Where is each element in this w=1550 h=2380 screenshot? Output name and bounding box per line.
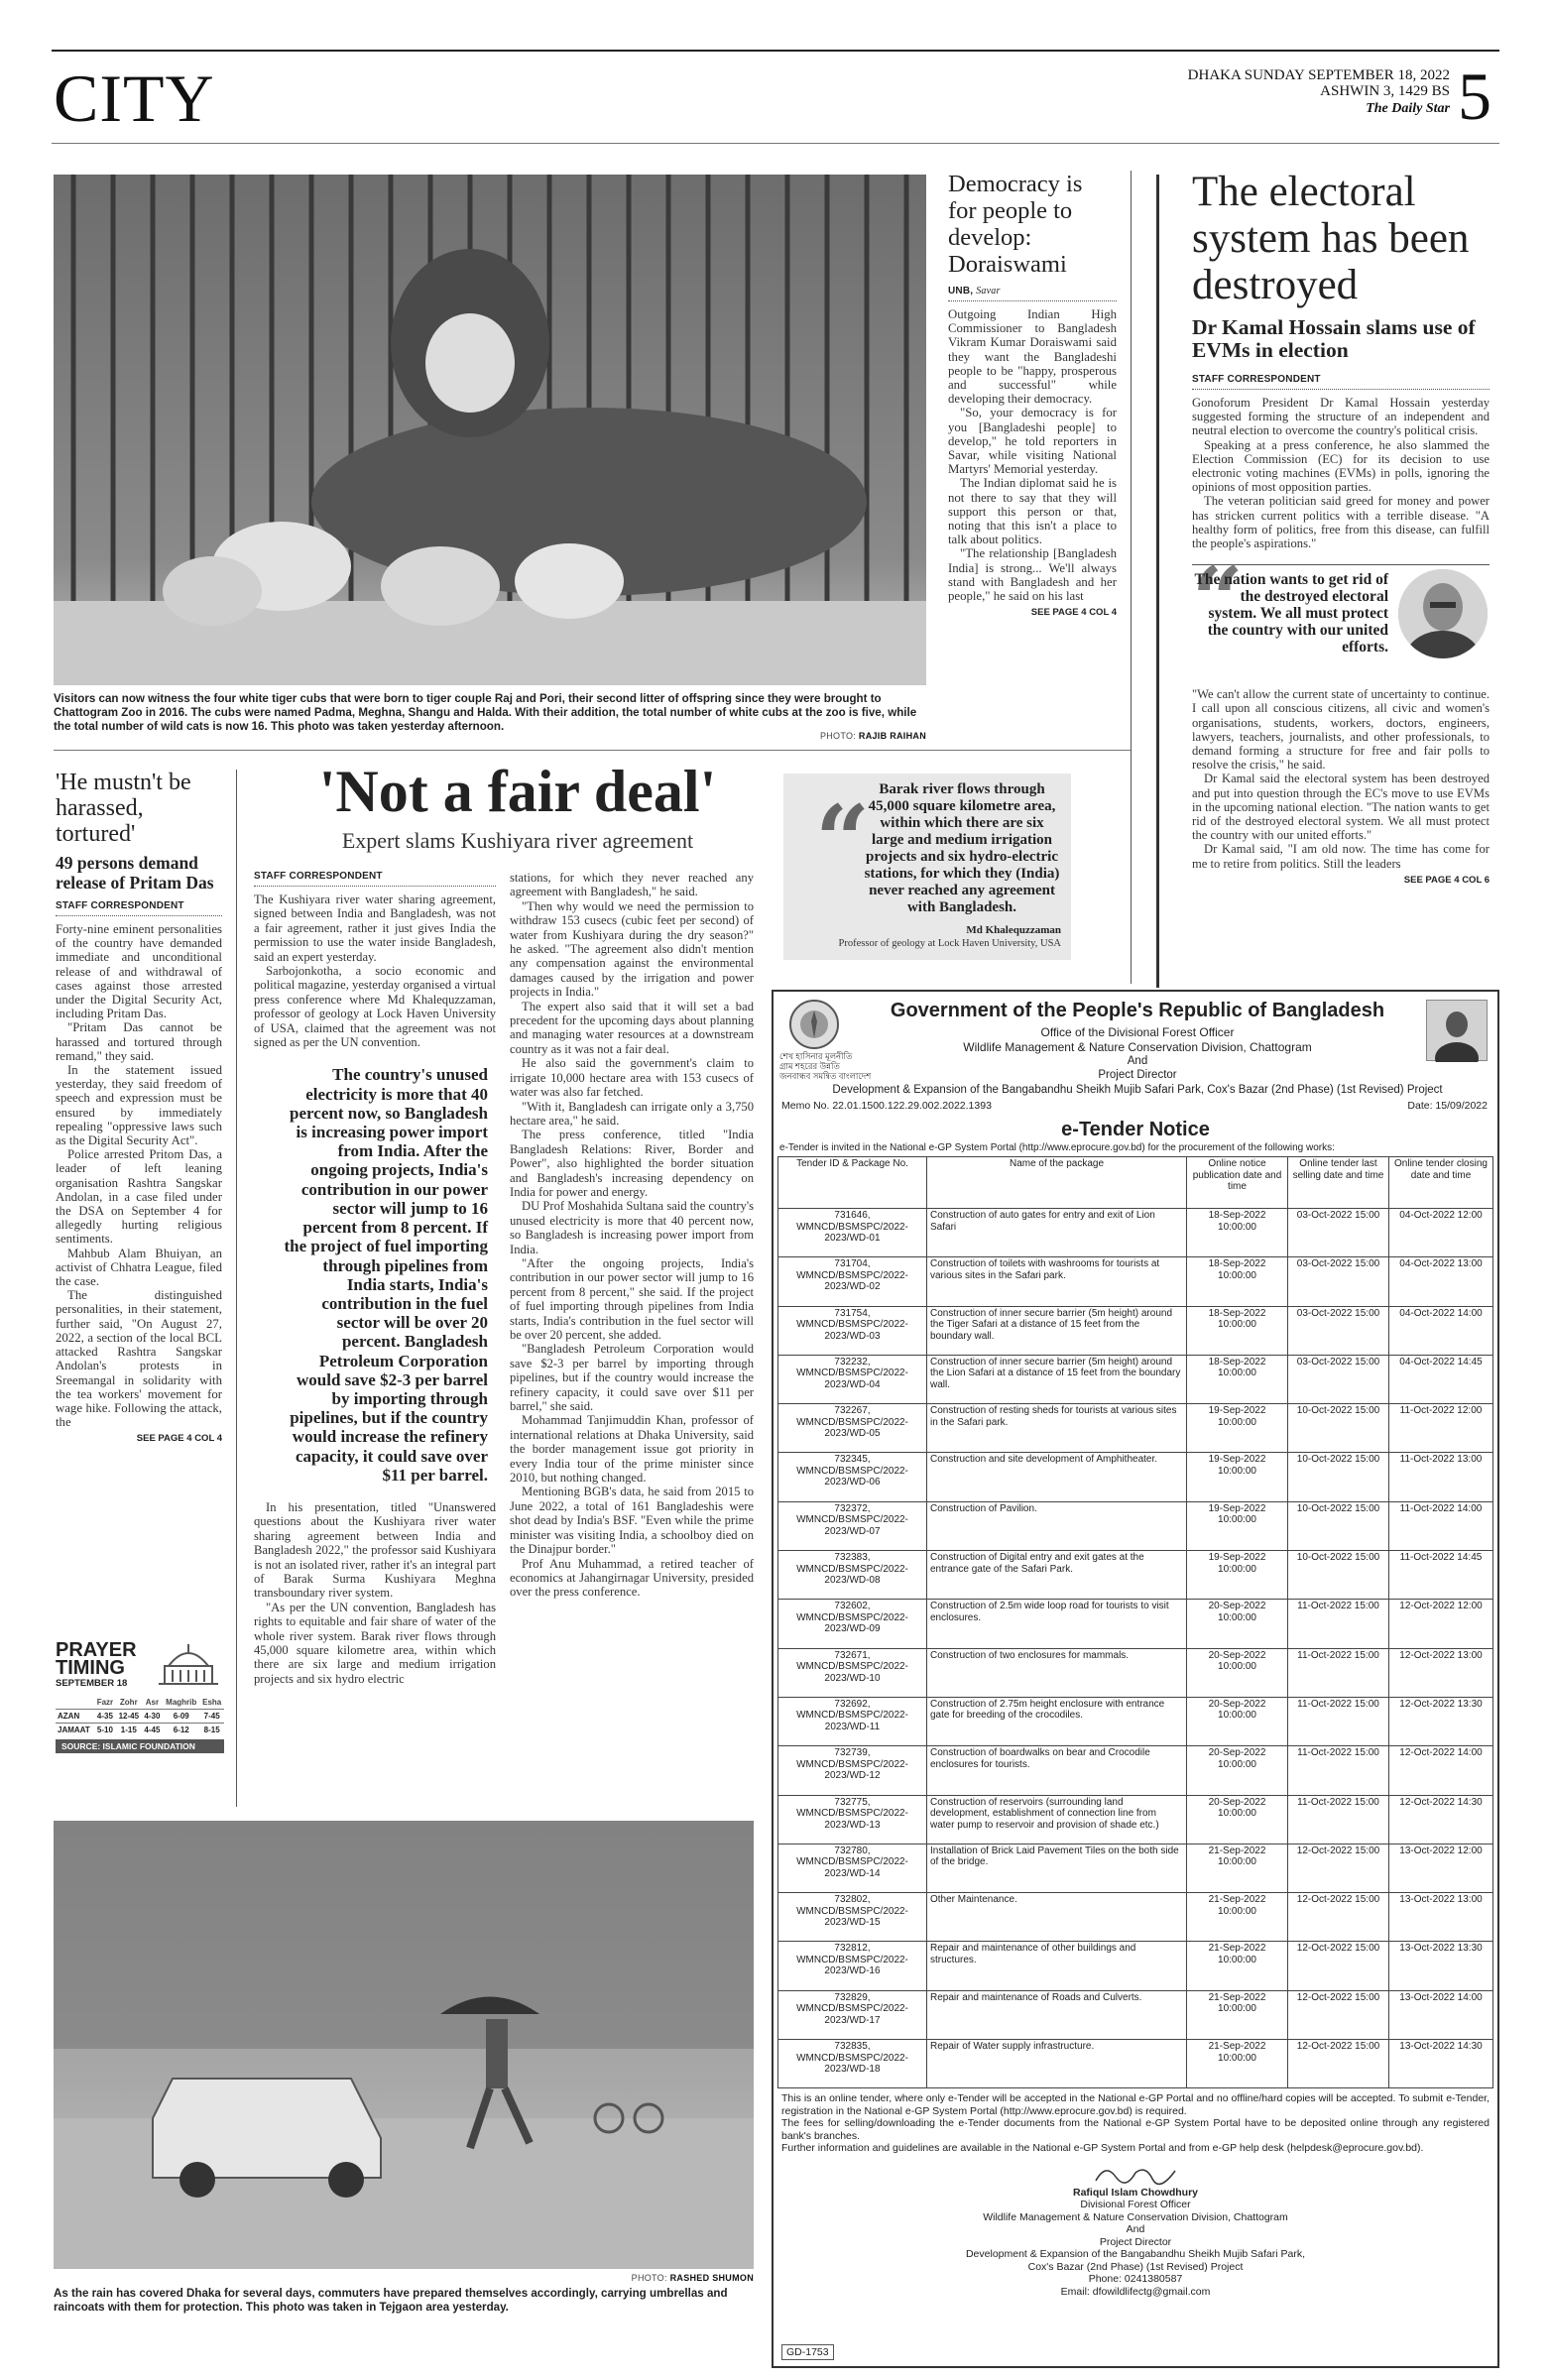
memo-number: Memo No. 22.01.1500.122.29.002.2022.1393 <box>781 1100 992 1112</box>
tiger-photo <box>54 175 926 685</box>
democracy-byline <box>948 286 1117 301</box>
paragraph: The Indian diplomat said he is not there to say that they will support this person or that, noting that this isn't a place to talk about politics. <box>948 476 1117 547</box>
selling-date-cell: 12-Oct-2022 15:00 <box>1288 1844 1389 1892</box>
package-name-cell: Repair of Water supply infrastructure. <box>927 2040 1187 2088</box>
prayer-title-2: TIMING <box>56 1657 125 1679</box>
selling-date-cell: 11-Oct-2022 15:00 <box>1288 1795 1389 1844</box>
tender-table <box>777 1156 1493 2088</box>
prayer-date: SEPTEMBER 18 <box>56 1678 128 1689</box>
closing-date-cell: 12-Oct-2022 14:00 <box>1389 1746 1493 1795</box>
prayer-cell: 6-09 <box>173 1712 189 1721</box>
kushiyara-subhead: Expert slams Kushiyara river agreement <box>341 828 694 853</box>
rain-photo-caption: As the rain has covered Dhaka for several days, commuters have prepared themselves accordingly, carrying umbrellas and raincoats with them for protection. This photo was taken in Tejgaon area yesterday. <box>54 2287 728 2314</box>
electoral-pull-quote: The nation wants to get rid of the destroyed electoral system. We all must protect the country with our united efforts. <box>1194 571 1388 656</box>
prayer-cell: Zohr <box>119 1698 138 1707</box>
selling-date-cell: 11-Oct-2022 15:00 <box>1288 1746 1389 1795</box>
publication-date-cell: 20-Sep-2022 10:00:00 <box>1187 1697 1288 1745</box>
publication-date-cell: 21-Sep-2022 10:00:00 <box>1187 1990 1288 2039</box>
footer-line: This is an online tender, where only e-Tender will be accepted in the National e-GP Portal and no offline/hard copies will be accepted. To submit e-Tender, registration in the National e-GP System Portal (http://www.eprocure.gov.bd) is required. <box>781 2092 1490 2117</box>
closing-date-cell: 11-Oct-2022 14:00 <box>1389 1501 1493 1550</box>
tender-row <box>778 1844 1493 1892</box>
package-name-cell: Construction of inner secure barrier (5m height) around the Tiger Safari at a distance of 15 feet from the boundary wall. <box>927 1306 1187 1355</box>
quote-mark-icon: “ <box>1192 547 1244 654</box>
byline-agency: UNB, <box>948 286 974 297</box>
electoral-body-top <box>1192 396 1490 550</box>
paragraph: "We can't allow the current state of uncertainty to continue. I call upon all conscious citizens, all civic and women's organisations, students, workers, doctors, engineers, lawyers, teachers, journalists, and other professionals, to demand forming a structure for free and fair polls to resolve the crisis," he said. <box>1192 687 1490 773</box>
democracy-body <box>948 307 1117 603</box>
selling-date-cell: 10-Oct-2022 15:00 <box>1288 1453 1389 1501</box>
publication-date-cell: 19-Sep-2022 10:00:00 <box>1187 1404 1288 1453</box>
tender-row <box>778 1209 1493 1257</box>
tender-id-cell: 732829, WMNCD/BSMSPC/2022-2023/WD-17 <box>778 1990 927 2039</box>
tiger-photo-caption: Visitors can now witness the four white tiger cubs that were born to tiger couple Raj and Pori, their second litter of offspring since they were brought to Chattogram Zoo in 2016. The cubs were named Padma, Meghna, Shangu and Halda. With their addition, the total number of white cubs at the zoo is five, while the total number of wild cats is now 16. This photo was taken yesterday afternoon. <box>54 692 917 733</box>
closing-date-cell: 12-Oct-2022 14:30 <box>1389 1795 1493 1844</box>
masthead-date-block <box>1091 67 1450 118</box>
publication-date-cell: 21-Sep-2022 10:00:00 <box>1187 1942 1288 1990</box>
publication-date-cell: 20-Sep-2022 10:00:00 <box>1187 1746 1288 1795</box>
prayer-jamaat-row <box>56 1724 224 1737</box>
paragraph: He also said the government's claim to irrigate 10,000 hectare area with 153 cusecs of water was also far fetched. <box>510 1056 754 1100</box>
paragraph: "As per the UN convention, Bangladesh has rights to equitable and fair share of water of the whole river system. Barak river flows through 45,000 square kilometre area, within which there are six large and medium irrigation projects and six hydro electric <box>254 1600 496 1686</box>
signatory-project-2: Cox's Bazar (2nd Phase) (1st Revised) Project <box>1027 2260 1244 2273</box>
paragraph: "After the ongoing projects, India's contribution in our power sector will jump to 16 percent from 8 percent," she said. If the project of fuel importing through pipelines from India starts, India's contribution in the fuel sector will be over 20 percent, she added. <box>510 1255 754 1342</box>
kushiyara-col1-body-after <box>254 1500 496 1686</box>
paragraph: "The relationship [Bangladesh India] is strong... We'll always stand with Bangladesh and her people," he said on his last <box>948 546 1117 604</box>
paragraph: Dr Kamal said, "I am old now. The time has come for me to retire from politics. Still the leaders <box>1192 842 1490 871</box>
office-line: Office of the Divisional Forest Officer <box>1040 1025 1235 1039</box>
tender-row <box>778 1795 1493 1844</box>
pritam-subhead: 49 persons demand release of Pritam Das <box>56 853 214 892</box>
prayer-cell: 6-12 <box>173 1726 189 1734</box>
rain-photo-credit <box>555 2273 754 2283</box>
byline-place: Savar <box>976 286 1001 297</box>
gov-title: Government of the People's Republic of Bangladesh <box>890 1000 1385 1021</box>
closing-date-cell: 12-Oct-2022 13:00 <box>1389 1648 1493 1697</box>
closing-date-cell: 12-Oct-2022 12:00 <box>1389 1600 1493 1648</box>
closing-date-cell: 11-Oct-2022 12:00 <box>1389 1404 1493 1453</box>
memo-date: Date: 15/09/2022 <box>1407 1100 1488 1112</box>
bangla-date: ASHWIN 3, 1429 BS <box>1320 83 1450 99</box>
package-name-cell: Construction of 2.75m height enclosure with entrance gate for breeding of the crocodiles. <box>927 1697 1187 1745</box>
closing-date-cell: 12-Oct-2022 13:30 <box>1389 1697 1493 1745</box>
footer-line: The fees for selling/downloading the e-Tender documents from the National e-GP System Portal have to be deposited online through any registered bank's branches. <box>781 2117 1490 2142</box>
selling-date-cell: 03-Oct-2022 15:00 <box>1288 1355 1389 1403</box>
publication-date-cell: 19-Sep-2022 10:00:00 <box>1187 1501 1288 1550</box>
signatory-and: And <box>1126 2223 1145 2236</box>
package-name-cell: Construction of toilets with washrooms for tourists at various sites in the Safari park. <box>927 1257 1187 1306</box>
prayer-cell: Esha <box>202 1698 222 1707</box>
slogan-line: শেখ হাসিনার মূলনীতি <box>779 1051 853 1061</box>
paragraph: The distinguished personalities, in their statement, further said, "On August 27, 2022, a section of the local BCL attacked Rashtra Sangskar Andolan's protests in Sreemangal in solidarity with the tea workers' movement for wage hike. Following the attack, the <box>56 1288 222 1430</box>
paragraph: Mahbub Alam Bhuiyan, an activist of Chhatra League, filed the case. <box>56 1246 222 1289</box>
date-line: DHAKA SUNDAY SEPTEMBER 18, 2022 <box>1187 67 1450 83</box>
signatory-title: Divisional Forest Officer <box>1080 2199 1191 2211</box>
signatory-name: Rafiqul Islam Chowdhury <box>1072 2186 1198 2199</box>
tender-id-cell: 732602, WMNCD/BSMSPC/2022-2023/WD-09 <box>778 1600 927 1648</box>
kushiyara-col1 <box>254 871 496 1686</box>
notice-title: e-Tender Notice <box>1061 1119 1210 1140</box>
prayer-cell: 4-45 <box>144 1726 161 1734</box>
pritam-byline: STAFF CORRESPONDENT <box>56 900 222 916</box>
package-name-cell: Other Maintenance. <box>927 1893 1187 1942</box>
mosque-icon <box>155 1644 222 1688</box>
credit-name: RAJIB RAIHAN <box>858 731 926 741</box>
paragraph: In his presentation, titled "Unanswered questions about the Kushiyara river water sharing agreement between India and Bangladesh 2022," the professor said Kushiyara is not an isolated river, rather it's an integral part of Barak Surma Kushiyara Meghna transboundary river system. <box>254 1499 496 1601</box>
kushiyara-quote-author: Md Khalequzzaman <box>966 924 1061 936</box>
selling-date-cell: 03-Oct-2022 15:00 <box>1288 1209 1389 1257</box>
page-number: 5 <box>1458 59 1491 134</box>
tender-row <box>778 1257 1493 1306</box>
column-rule <box>1131 171 1132 984</box>
credit-label: PHOTO: <box>631 2273 667 2283</box>
tender-table-wrap <box>774 1156 1497 2088</box>
prayer-cell: 4-30 <box>144 1712 161 1721</box>
tender-column-header: Online notice publication date and time <box>1187 1157 1288 1209</box>
tender-row <box>778 1697 1493 1745</box>
prayer-header <box>56 1640 224 1692</box>
publication-date-cell: 19-Sep-2022 10:00:00 <box>1187 1453 1288 1501</box>
tender-id-cell: 732267, WMNCD/BSMSPC/2022-2023/WD-05 <box>778 1404 927 1453</box>
prayer-cell: 8-15 <box>203 1726 220 1734</box>
publication-date-cell: 21-Sep-2022 10:00:00 <box>1187 1893 1288 1942</box>
paragraph: Mohammad Tanjimuddin Khan, professor of international relations at Dhaka University, said the border management issue got priority in every India tour of the prime minister since 2010, but nothing changed. <box>510 1413 754 1486</box>
credit-label: PHOTO: <box>819 731 857 741</box>
pritam-continuation: SEE PAGE 4 COL 4 <box>136 1433 222 1445</box>
publication-date-cell: 21-Sep-2022 10:00:00 <box>1187 1844 1288 1892</box>
tender-id-cell: 732671, WMNCD/BSMSPC/2022-2023/WD-10 <box>778 1648 927 1697</box>
kushiyara-quote-text: Barak river flows through 45,000 square kilometre area, within which there are six large and medium irrigation projects and six hydro-electric stations, for which they (India) never reached any agreement with Bangladesh. <box>864 781 1060 915</box>
tender-column-header: Tender ID & Package No. <box>778 1157 927 1209</box>
democracy-article <box>948 171 1117 618</box>
kamal-hossain-portrait <box>1398 569 1488 658</box>
top-rule <box>52 50 1499 52</box>
kushiyara-quote-box <box>783 774 1071 960</box>
kushiyara-col1-body <box>254 892 496 1049</box>
rain-photo <box>54 1821 754 2269</box>
publication-date-cell: 18-Sep-2022 10:00:00 <box>1187 1209 1288 1257</box>
prayer-cell: 5-10 <box>96 1726 113 1734</box>
tender-id-cell: 732692, WMNCD/BSMSPC/2022-2023/WD-11 <box>778 1697 927 1745</box>
democracy-continuation: SEE PAGE 4 COL 4 <box>1030 607 1117 619</box>
tender-row <box>778 1893 1493 1942</box>
tender-row <box>778 1600 1493 1648</box>
slogan-line: গ্রাম শহরের উন্নতি <box>779 1061 840 1071</box>
selling-date-cell: 12-Oct-2022 15:00 <box>1288 1942 1389 1990</box>
selling-date-cell: 12-Oct-2022 15:00 <box>1288 2040 1389 2088</box>
publication-date-cell: 19-Sep-2022 10:00:00 <box>1187 1551 1288 1600</box>
prayer-cell: Fazr <box>96 1698 114 1707</box>
tender-header-row <box>778 1157 1493 1209</box>
package-name-cell: Construction of inner secure barrier (5m height) around the Lion Safari at a distance of 15 feet from the boundary wall. <box>927 1355 1187 1403</box>
prayer-source: SOURCE: ISLAMIC FOUNDATION <box>56 1739 224 1753</box>
kushiyara-byline: STAFF CORRESPONDENT <box>254 871 496 887</box>
electoral-continuation: SEE PAGE 4 COL 6 <box>1403 874 1490 886</box>
tender-row <box>778 1404 1493 1453</box>
slogan-line: জনবান্ধব সমন্বিত বাংলাদেশ <box>779 1071 872 1081</box>
closing-date-cell: 04-Oct-2022 14:00 <box>1389 1306 1493 1355</box>
tender-id-cell: 732372, WMNCD/BSMSPC/2022-2023/WD-07 <box>778 1501 927 1550</box>
signatory-project: Development & Expansion of the Bangabandhu Sheikh Mujib Safari Park, <box>965 2248 1306 2261</box>
signature-mark <box>1091 2161 1180 2187</box>
prayer-cell <box>56 1696 94 1710</box>
kushiyara-col2-body <box>510 871 754 1600</box>
tender-id-cell: 732812, WMNCD/BSMSPC/2022-2023/WD-16 <box>778 1942 927 1990</box>
prayer-cell: Asr <box>145 1698 160 1707</box>
prayer-cell: 12-45 <box>118 1712 140 1721</box>
kushiyara-headline: 'Not a fair deal' <box>318 759 717 824</box>
selling-date-cell: 10-Oct-2022 15:00 <box>1288 1551 1389 1600</box>
paragraph: "Bangladesh Petroleum Corporation would save $2-3 per barrel by importing through pipelines, but if the country would increase the refinery capacity, it could save over $11 per barrel," she said. <box>510 1342 754 1414</box>
package-name-cell: Construction of Pavilion. <box>927 1501 1187 1550</box>
prayer-header-row <box>56 1696 224 1710</box>
publication-date-cell: 18-Sep-2022 10:00:00 <box>1187 1355 1288 1403</box>
tender-id-cell: 731754, WMNCD/BSMSPC/2022-2023/WD-03 <box>778 1306 927 1355</box>
package-name-cell: Repair and maintenance of Roads and Culverts. <box>927 1990 1187 2039</box>
selling-date-cell: 03-Oct-2022 15:00 <box>1288 1306 1389 1355</box>
tender-notice <box>772 990 1499 2368</box>
publication-date-cell: 21-Sep-2022 10:00:00 <box>1187 2040 1288 2088</box>
selling-date-cell: 11-Oct-2022 15:00 <box>1288 1648 1389 1697</box>
publication-date-cell: 20-Sep-2022 10:00:00 <box>1187 1795 1288 1844</box>
section-rule <box>54 750 1131 751</box>
paragraph: Prof Anu Muhammad, a retired teacher of economics at Jahangirnagar University, presided over the press conference. <box>510 1556 754 1600</box>
paragraph: Mentioning BGB's data, he said from 2015 to June 2022, a total of 161 Bangladeshis were shot dead by India's BSF. "Even while the prime minister was visiting India, a schoolboy died on the Dinajpur border." <box>510 1485 754 1557</box>
closing-date-cell: 13-Oct-2022 13:30 <box>1389 1942 1493 1990</box>
package-name-cell: Construction of resting sheds for tourists at various sites in the Safari park. <box>927 1404 1187 1453</box>
quote-mark-icon: “ <box>815 784 871 896</box>
tender-row <box>778 1501 1493 1550</box>
democracy-headline: Democracy is for people to develop: Doraiswami <box>948 171 1083 278</box>
closing-date-cell: 13-Oct-2022 14:00 <box>1389 1990 1493 2039</box>
closing-date-cell: 11-Oct-2022 13:00 <box>1389 1453 1493 1501</box>
electoral-subhead: Dr Kamal Hossain slams use of EVMs in election <box>1192 315 1476 362</box>
pritam-article <box>56 770 222 1444</box>
closing-date-cell: 04-Oct-2022 12:00 <box>1389 1209 1493 1257</box>
phone: Phone: 0241380587 <box>1088 2273 1183 2286</box>
publication-date-cell: 20-Sep-2022 10:00:00 <box>1187 1600 1288 1648</box>
tender-row <box>778 1551 1493 1600</box>
electoral-headline: The electoral system has been destroyed <box>1192 169 1470 308</box>
paragraph: Speaking at a press conference, he also slammed the Election Commission (EC) for its decision to use electronic voting machines (EVMs) in polls, ignoring the opinions of most opposition parties. <box>1192 437 1490 495</box>
rain-photo-illustration <box>54 1821 754 2269</box>
paragraph: "So, your democracy is for you [Bangladeshi people] to develop," he told reporters in Savar, while visiting National Martyrs' Memorial yesterday. <box>948 406 1117 477</box>
prayer-cell: JAMAAT <box>58 1726 90 1734</box>
selling-date-cell: 11-Oct-2022 15:00 <box>1288 1600 1389 1648</box>
paragraph: Sarbojonkotha, a socio economic and political magazine, yesterday organised a virtual press conference where Md Khalequzzaman, professor of geology at Lock Haven University of USA, claimed that the agreement was not signed as per the UN convention. <box>254 964 496 1050</box>
package-name-cell: Construction and site development of Amphitheater. <box>927 1453 1187 1501</box>
package-name-cell: Construction of 2.5m wide loop road for tourists to visit enclosures. <box>927 1600 1187 1648</box>
closing-date-cell: 04-Oct-2022 14:45 <box>1389 1355 1493 1403</box>
tender-id-cell: 732835, WMNCD/BSMSPC/2022-2023/WD-18 <box>778 2040 927 2088</box>
prayer-cell: AZAN <box>58 1712 80 1721</box>
paragraph: "With it, Bangladesh can irrigate only a 3,750 hectare area," he said. <box>510 1099 754 1128</box>
tender-row <box>778 1990 1493 2039</box>
tender-column-header: Online tender closing date and time <box>1389 1157 1493 1209</box>
selling-date-cell: 12-Oct-2022 15:00 <box>1288 1990 1389 2039</box>
tender-row <box>778 1746 1493 1795</box>
kushiyara-pull-quote: The country's unused electricity is more that 40 percent now, so Bangladesh is increasing power import from India. After the ongoing projects, India's contribution in our power sector will jump to 16 percent from 8 percent. If the project of fuel importing through pipelines from India starts, India's contribution in the fuel sector will be over 20 percent. Bangladesh Petroleum Corporation would save $2-3 per barrel by importing through pipelines, but if the country would increase the refinery capacity, it could save over $11 per barrel. <box>284 1065 488 1485</box>
prayer-table <box>56 1696 224 1736</box>
tender-id-cell: 732802, WMNCD/BSMSPC/2022-2023/WD-15 <box>778 1893 927 1942</box>
tender-id-cell: 732739, WMNCD/BSMSPC/2022-2023/WD-12 <box>778 1746 927 1795</box>
tender-row <box>778 1942 1493 1990</box>
paragraph: Gonoforum President Dr Kamal Hossain yesterday suggested forming the structure of an independent and neutral election to overcome the country's political crisis. <box>1192 396 1490 438</box>
column-rule <box>236 770 237 1807</box>
paragraph: The expert also said that it will set a bad precedent for the upcoming days about planning and managing water resources at a downstream country as it was not a fair deal. <box>510 999 754 1056</box>
tiger-photo-illustration <box>54 175 926 685</box>
electoral-byline: STAFF CORRESPONDENT <box>1192 374 1490 390</box>
paragraph: "Then why would we need the permission to withdraw 153 cusecs (cubic feet per second) of water from Kushiyara during the dry season?" he asked. "The agreement also didn't mention any compensation against the environmental damages caused by the irrigation and power projects in India." <box>510 898 754 1000</box>
package-name-cell: Construction of boardwalks on bear and Crocodile enclosures for tourists. <box>927 1746 1187 1795</box>
paper-logo: The Daily Star <box>1366 101 1450 116</box>
tender-header <box>774 992 1497 1119</box>
prayer-timing-box <box>56 1640 224 1753</box>
pritam-body <box>56 922 222 1429</box>
and-line: And <box>1127 1055 1148 1067</box>
paragraph: The veteran politician said greed for money and power has stricken current politics with a terrible disease. "A healthy form of politics, free from this disease, can fulfill the people's aspirations." <box>1192 494 1490 551</box>
tender-row <box>778 1355 1493 1403</box>
selling-date-cell: 03-Oct-2022 15:00 <box>1288 1257 1389 1306</box>
paragraph: Dr Kamal said the electoral system has been destroyed and put into question through the EC's move to use EVMs in the upcoming national election. "The nation wants to get rid of the destroyed electoral system. We all must protect the country with our united efforts." <box>1192 772 1490 843</box>
signatory-division: Wildlife Management & Nature Conservation Division, Chattogram <box>983 2210 1288 2223</box>
tender-id-cell: 732780, WMNCD/BSMSPC/2022-2023/WD-14 <box>778 1844 927 1892</box>
package-name-cell: Construction of auto gates for entry and exit of Lion Safari <box>927 1209 1187 1257</box>
paragraph: The press conference, titled "India Bangladesh Relations: River, Border and Power", also highlighted the border situation and Bangladesh's increasing dependency on India for power and energy. <box>510 1128 754 1199</box>
selling-date-cell: 10-Oct-2022 15:00 <box>1288 1404 1389 1453</box>
tender-row <box>778 1306 1493 1355</box>
masthead-bottom-rule <box>52 143 1499 144</box>
selling-date-cell: 11-Oct-2022 15:00 <box>1288 1697 1389 1745</box>
tender-footer <box>774 2088 1497 2155</box>
package-name-cell: Installation of Brick Laid Pavement Tiles on the both side of the bridge. <box>927 1844 1187 1892</box>
closing-date-cell: 13-Oct-2022 14:30 <box>1389 2040 1493 2088</box>
prayer-cell: 1-15 <box>120 1726 137 1734</box>
kushiyara-quote-role: Professor of geology at Lock Haven University, USA <box>838 938 1061 949</box>
email: Email: dfowildlifectg@gmail.com <box>1060 2285 1211 2298</box>
closing-date-cell: 04-Oct-2022 13:00 <box>1389 1257 1493 1306</box>
paragraph: DU Prof Moshahida Sultana said the country's unused electricity is more that 40 percent now, so Bangladesh is increasing power import from India. <box>510 1199 754 1256</box>
signatory-pd: Project Director <box>1099 2235 1172 2248</box>
tender-id-cell: 732775, WMNCD/BSMSPC/2022-2023/WD-13 <box>778 1795 927 1844</box>
selling-date-cell: 12-Oct-2022 15:00 <box>1288 1893 1389 1942</box>
package-name-cell: Construction of reservoirs (surrounding land development, establishment of connection line from water pump to reservoir and provision of shade etc.) <box>927 1795 1187 1844</box>
tender-id-cell: 731646, WMNCD/BSMSPC/2022-2023/WD-01 <box>778 1209 927 1257</box>
prayer-azan-row <box>56 1710 224 1724</box>
gd-number: GD-1753 <box>781 2344 834 2360</box>
pritam-headline: 'He mustn't be harassed, tortured' <box>56 770 191 847</box>
electoral-article <box>1192 169 1490 886</box>
closing-date-cell: 13-Oct-2022 13:00 <box>1389 1893 1493 1942</box>
paragraph: In the statement issued yesterday, they said freedom of speech and expression must be ensured by immediately repealing "oppressive laws such as the Digital Security Act". <box>56 1063 222 1148</box>
tender-column-header: Online tender last selling date and time <box>1288 1157 1389 1209</box>
paragraph: The Kushiyara river water sharing agreement, signed between India and Bangladesh, was not a fair agreement, rather it just gives India the permission to use the water inside Bangladesh, said an expert yesterday. <box>254 892 496 964</box>
tender-column-header: Name of the package <box>927 1157 1187 1209</box>
publication-date-cell: 18-Sep-2022 10:00:00 <box>1187 1257 1288 1306</box>
publication-date-cell: 18-Sep-2022 10:00:00 <box>1187 1306 1288 1355</box>
closing-date-cell: 13-Oct-2022 12:00 <box>1389 1844 1493 1892</box>
prayer-cell: 4-35 <box>96 1712 113 1721</box>
prayer-cell: 7-45 <box>203 1712 220 1721</box>
column-rule-thick <box>1156 175 1159 988</box>
tender-id-cell: 732345, WMNCD/BSMSPC/2022-2023/WD-06 <box>778 1453 927 1501</box>
prayer-cell: Maghrib <box>166 1698 197 1707</box>
paragraph: stations, for which they never reached any agreement with Bangladesh," he said. <box>510 871 754 899</box>
publication-date-cell: 20-Sep-2022 10:00:00 <box>1187 1648 1288 1697</box>
electoral-body-bottom <box>1192 687 1490 871</box>
selling-date-cell: 10-Oct-2022 15:00 <box>1288 1501 1389 1550</box>
division-line: Wildlife Management & Nature Conservation Division, Chattogram <box>963 1040 1312 1054</box>
electoral-pull-quote-box <box>1192 547 1490 681</box>
tender-id-cell: 732383, WMNCD/BSMSPC/2022-2023/WD-08 <box>778 1551 927 1600</box>
closing-date-cell: 11-Oct-2022 14:45 <box>1389 1551 1493 1600</box>
kushiyara-col2 <box>510 871 754 1600</box>
tender-row <box>778 1453 1493 1501</box>
paragraph: Outgoing Indian High Commissioner to Bangladesh Vikram Kumar Doraiswami said they want the Bangladeshi people to be "happy, prosperous and successful" while developing their democracy. <box>948 307 1117 407</box>
package-name-cell: Construction of Digital entry and exit gates at the entrance gate of the Safari Park. <box>927 1551 1187 1600</box>
paragraph: "Pritam Das cannot be harassed and tortured through remand," they said. <box>56 1020 222 1063</box>
footer-line: Further information and guidelines are available in the National e-GP System Portal and from e-GP help desk (helpdesk@eprocure.gov.bd). <box>781 2142 1424 2155</box>
invite-text: e-Tender is invited in the National e-GP System Portal (http://www.eprocure.gov.bd) for the procurement of the following works: <box>779 1142 1335 1153</box>
project-line: Development & Expansion of the Bangabandhu Sheikh Mujib Safari Park, Cox's Bazar (2nd Phase) (1st Revised) Project <box>832 1084 1443 1096</box>
package-name-cell: Repair and maintenance of other buildings and structures. <box>927 1942 1187 1990</box>
tender-id-cell: 731704, WMNCD/BSMSPC/2022-2023/WD-02 <box>778 1257 927 1306</box>
credit-name: RASHED SHUMON <box>669 2273 754 2283</box>
tender-row <box>778 1648 1493 1697</box>
tender-row <box>778 2040 1493 2088</box>
tender-id-cell: 732232, WMNCD/BSMSPC/2022-2023/WD-04 <box>778 1355 927 1403</box>
prayer-title-1: PRAYER <box>56 1639 137 1661</box>
portrait-illustration <box>1398 569 1488 658</box>
package-name-cell: Construction of two enclosures for mammals. <box>927 1648 1187 1697</box>
paragraph: Police arrested Pritom Das, a leader of left leaning organisation Rashtra Sangskar Andolan, in a case filed under the DSA on September 4 for allegedly hurting religious sentiments. <box>56 1147 222 1247</box>
tiger-photo-credit <box>793 731 926 741</box>
signature-block <box>774 2161 1497 2299</box>
paragraph: Forty-nine eminent personalities of the country have demanded immediate and unconditional release of and withdrawal of cases against those arrested under the Digital Security Act, including Pritam Das. <box>56 922 222 1021</box>
section-title: CITY <box>54 60 215 136</box>
pd-line: Project Director <box>1098 1069 1177 1081</box>
